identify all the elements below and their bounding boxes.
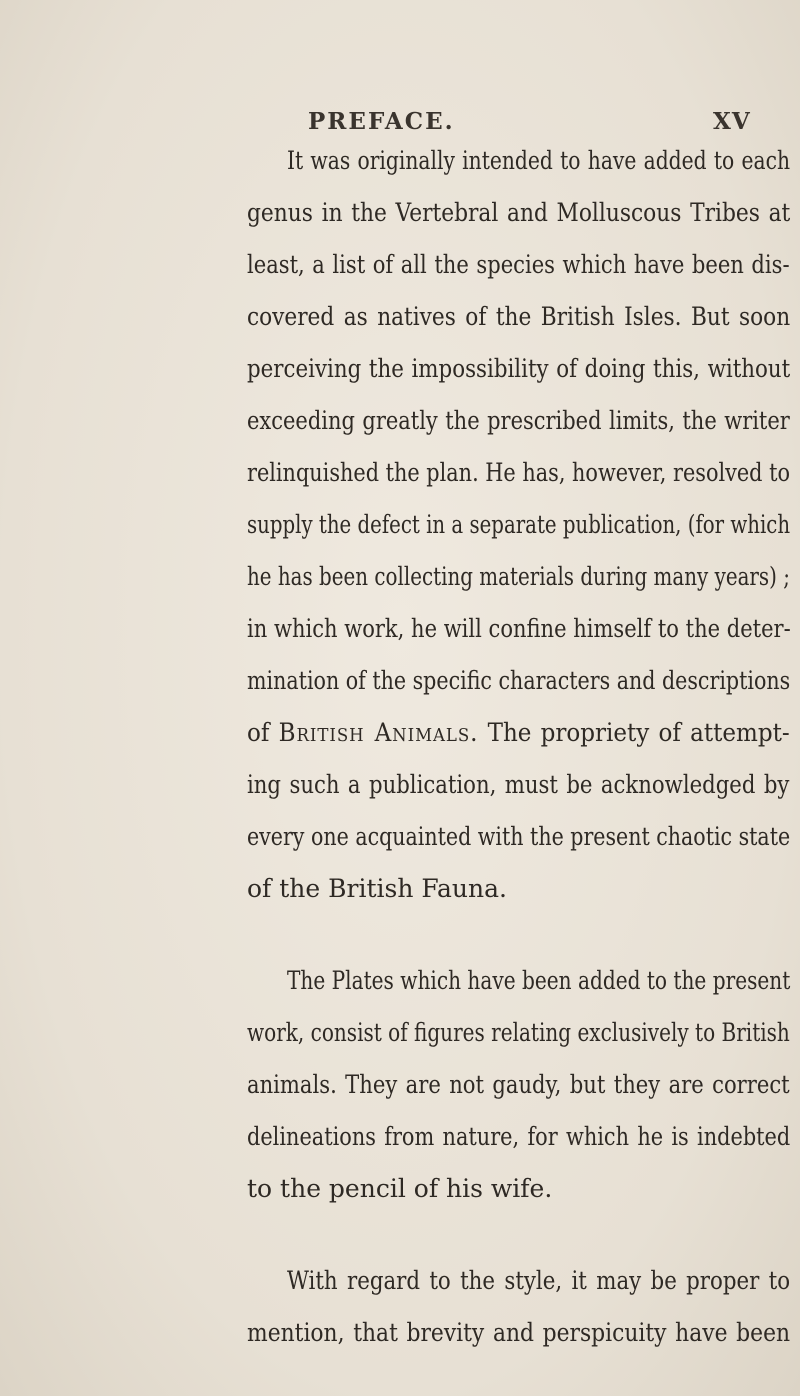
text-line: of the British Fauna. [247, 874, 507, 903]
text-line [247, 718, 790, 748]
text-line: he has been collecting materials during many years) ; [247, 562, 790, 591]
text-line: exceeding greatly the prescribed limits, the writer [247, 406, 790, 435]
text-line: every one acquainted with the present chaotic state [247, 822, 791, 851]
text-line: mination of the specific characters and descriptions [247, 666, 791, 695]
text-line: in which work, he will confine himself to the deter- [247, 614, 791, 643]
text-line: genus in the Vertebral and Molluscous Tribes at [247, 198, 791, 227]
text-line: It was originally intended to have added to each [287, 146, 791, 175]
text-line: With regard to the style, it may be proper to [287, 1266, 791, 1295]
text-line: delineations from nature, for which he is indebted [247, 1122, 791, 1151]
text-line: covered as natives of the British Isles. But soon [247, 302, 791, 331]
text-fragment: The propriety of attempt- [487, 718, 790, 747]
text-line: relinquished the plan. He has, however, resolved to [247, 458, 790, 487]
text-fragment: of [247, 718, 270, 747]
running-head: PREFACE. [308, 108, 455, 135]
text-line: perceiving the impossibility of doing this, without [247, 354, 791, 383]
text-line: to the pencil of his wife. [247, 1174, 553, 1203]
text-line: work, consist of figures relating exclusively to British [247, 1018, 790, 1047]
smallcaps-text: British Animals. [278, 718, 479, 747]
text-line: ing such a publication, must be acknowledged by [247, 770, 790, 799]
text-line: mention, that brevity and perspicuity have been [247, 1318, 791, 1347]
page-header [0, 102, 800, 142]
text-line: supply the defect in a separate publication, (for which [247, 510, 791, 539]
page-number: XV [713, 108, 751, 135]
text-line: animals. They are not gaudy, but they are correct [247, 1070, 790, 1099]
text-line: The Plates which have been added to the present [287, 966, 791, 995]
text-line: least, a list of all the species which have been dis- [247, 250, 790, 279]
